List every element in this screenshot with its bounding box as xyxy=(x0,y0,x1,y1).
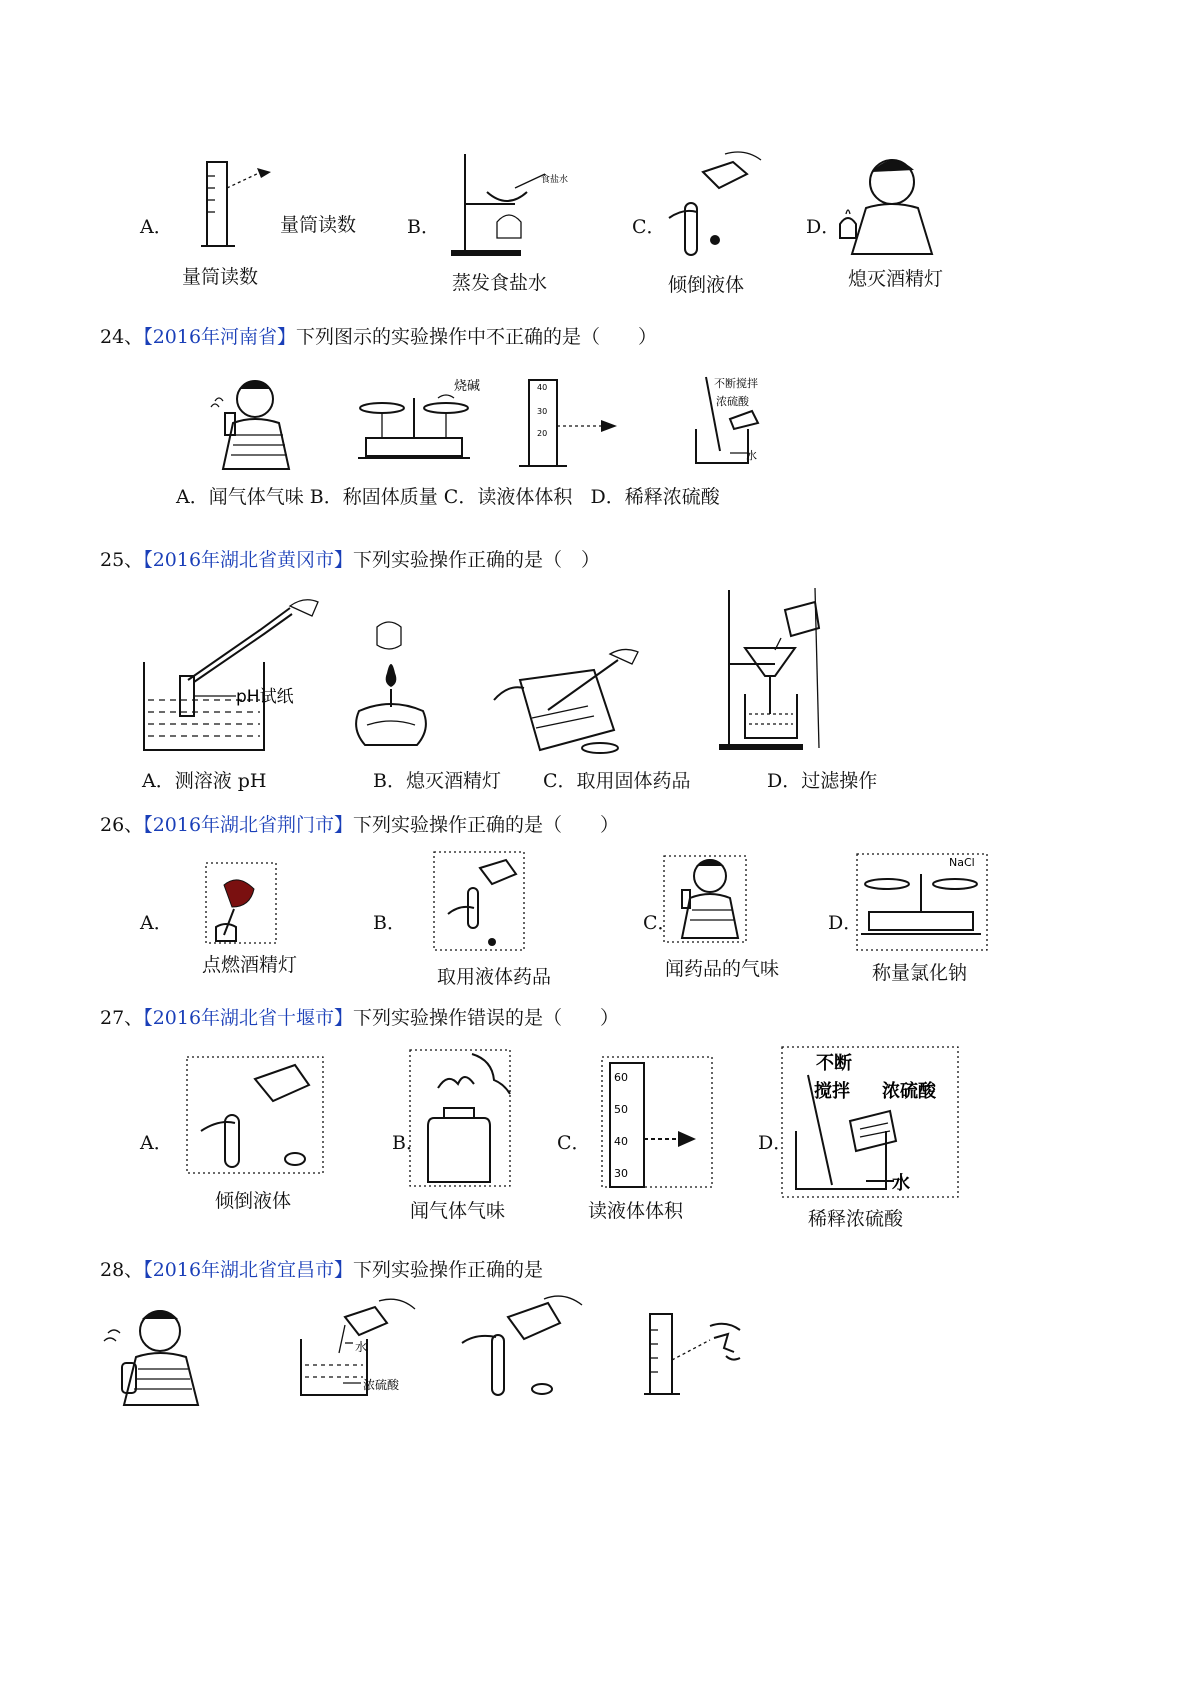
q26-source-tag: 【2016年湖北省荆门市】 xyxy=(143,814,354,836)
q23-option-a-letter: A． xyxy=(140,216,173,238)
q28-source-tag: 【2016年湖北省宜昌市】 xyxy=(143,1259,354,1281)
q25-option-d: D．过滤操作 xyxy=(767,770,878,792)
q26-weigh-nacl-figure xyxy=(855,852,990,952)
q28-fig-water: 水 xyxy=(355,1340,368,1354)
q27-source-tag: 【2016年湖北省十堰市】 xyxy=(143,1007,354,1029)
q24-tick-20: 20 xyxy=(537,429,548,438)
q26-fig-d-label: NaCl xyxy=(949,856,975,869)
q25-filtration-figure xyxy=(715,588,845,753)
q26-option-c-caption: 闻药品的气味 xyxy=(665,958,780,980)
q27-fig-d-label-3: 浓硫酸 xyxy=(882,1081,936,1102)
q27-dilute-acid-figure xyxy=(780,1045,960,1200)
q26-number: 26、 xyxy=(100,814,144,836)
q28-stem: 下列实验操作正确的是 xyxy=(353,1259,544,1281)
q26-option-d-caption: 称量氯化钠 xyxy=(872,962,968,984)
q24-cylinder-reading-figure xyxy=(515,378,625,473)
q24-option-b: B．称固体质量 xyxy=(309,486,438,508)
q26-stem: 下列实验操作正确的是（ ） xyxy=(353,814,620,836)
q23-fig-b-label: 食盐水 xyxy=(541,175,569,185)
evaporation-figure xyxy=(445,152,569,262)
q24-question xyxy=(100,322,657,349)
q27-tick-60: 60 xyxy=(614,1071,628,1084)
q28-number: 28、 xyxy=(100,1259,144,1281)
q26-option-a-letter: A． xyxy=(140,912,173,934)
q26-option-b-letter: B． xyxy=(373,912,406,934)
q27-option-d-caption: 稀释浓硫酸 xyxy=(808,1208,904,1230)
q23-option-c-caption: 倾倒液体 xyxy=(668,274,745,296)
q26-question xyxy=(100,810,619,837)
q26-option-d-letter: D． xyxy=(828,912,863,934)
q26-smell-figure xyxy=(660,852,750,947)
q27-stem: 下列实验操作错误的是（ ） xyxy=(353,1007,620,1029)
q24-dilute-acid-figure xyxy=(690,373,800,473)
q27-option-d-letter: D． xyxy=(758,1132,793,1154)
q25-ph-test-figure xyxy=(140,590,320,755)
q24-tick-40: 40 xyxy=(537,383,548,392)
q23-option-b-caption: 蒸发食盐水 xyxy=(452,272,548,294)
q24-stem: 下列图示的实验操作中不正确的是（ ） xyxy=(296,326,658,348)
q27-option-c-caption: 读液体体积 xyxy=(588,1200,684,1222)
q23-option-d-caption: 熄灭酒精灯 xyxy=(848,268,944,290)
q26-light-lamp-figure xyxy=(198,855,288,945)
q24-options-row xyxy=(176,482,720,509)
q24-smell-gas-figure xyxy=(205,375,295,475)
q23-option-c-letter: C． xyxy=(632,216,666,238)
q23-option-a-extra: 量筒读数 xyxy=(280,214,357,236)
q23-option-a-caption: 量筒读数 xyxy=(182,266,259,288)
q24-option-d: D．稀释浓硫酸 xyxy=(590,486,720,508)
q24-source-tag: 【2016年河南省】 xyxy=(143,326,297,348)
q24-number: 24、 xyxy=(100,326,144,348)
q27-fig-d-label-4: 水 xyxy=(892,1173,910,1194)
q26-option-a-caption: 点燃酒精灯 xyxy=(202,954,298,976)
q25-lamp-figure xyxy=(345,615,435,755)
q24-fig-b-label: 烧碱 xyxy=(454,379,481,394)
q24-tick-30: 30 xyxy=(537,407,548,416)
q24-option-c: C．读液体体积 xyxy=(443,486,573,508)
pouring-liquid-figure xyxy=(655,148,765,263)
q24-fig-d-water: 水 xyxy=(746,449,757,462)
q24-fig-d-stir: 不断搅拌 xyxy=(714,377,758,390)
q25-option-b: B．熄灭酒精灯 xyxy=(373,770,501,792)
q24-fig-d-acid: 浓硫酸 xyxy=(716,395,749,408)
q24-option-a: A．闻气体气味 xyxy=(176,486,304,508)
q28-dilute-figure xyxy=(295,1295,425,1400)
q25-fig-a-label: pH试纸 xyxy=(236,687,294,707)
extinguishing-lamp-figure xyxy=(832,152,952,262)
q27-fig-d-label-2: 搅拌 xyxy=(814,1081,850,1102)
q27-number: 27、 xyxy=(100,1007,144,1029)
q23-option-d-letter: D． xyxy=(806,216,841,238)
q26-option-b-caption: 取用液体药品 xyxy=(437,966,552,988)
q27-option-b-letter: B． xyxy=(392,1132,425,1154)
q27-pour-liquid-figure xyxy=(185,1055,325,1175)
q25-question xyxy=(100,545,600,572)
q27-option-c-letter: C． xyxy=(557,1132,591,1154)
q25-source-tag: 【2016年湖北省黄冈市】 xyxy=(143,549,354,571)
graduated-cylinder-reading-figure xyxy=(195,158,285,258)
q28-read-cylinder-figure xyxy=(640,1310,755,1400)
q27-tick-50: 50 xyxy=(614,1103,628,1116)
q27-option-a-caption: 倾倒液体 xyxy=(215,1190,292,1212)
q23-option-b-letter: B． xyxy=(407,216,440,238)
q25-stem: 下列实验操作正确的是（ ） xyxy=(353,549,601,571)
q27-option-a-letter: A． xyxy=(140,1132,173,1154)
q28-pour-figure xyxy=(458,1285,588,1405)
q25-option-a: A．测溶液 pH xyxy=(142,770,267,792)
q27-tick-30: 30 xyxy=(614,1167,628,1180)
q27-tick-40: 40 xyxy=(614,1135,628,1148)
q26-take-liquid-figure xyxy=(430,848,530,953)
q28-question xyxy=(100,1255,543,1282)
q25-number: 25、 xyxy=(100,549,144,571)
q27-option-b-caption: 闻气体气味 xyxy=(410,1200,506,1222)
q28-fig-acid: 浓硫酸 xyxy=(363,1378,400,1392)
q24-balance-figure xyxy=(352,378,482,468)
q27-fig-d-label-1: 不断 xyxy=(816,1053,852,1074)
q27-question xyxy=(100,1003,619,1030)
q27-smell-gas-figure xyxy=(408,1048,513,1188)
q28-smell-figure xyxy=(100,1305,210,1410)
q25-solid-reagent-figure xyxy=(490,640,640,755)
q25-option-c: C．取用固体药品 xyxy=(543,770,691,792)
q27-read-volume-figure xyxy=(600,1055,715,1190)
q26-option-c-letter: C． xyxy=(643,912,677,934)
